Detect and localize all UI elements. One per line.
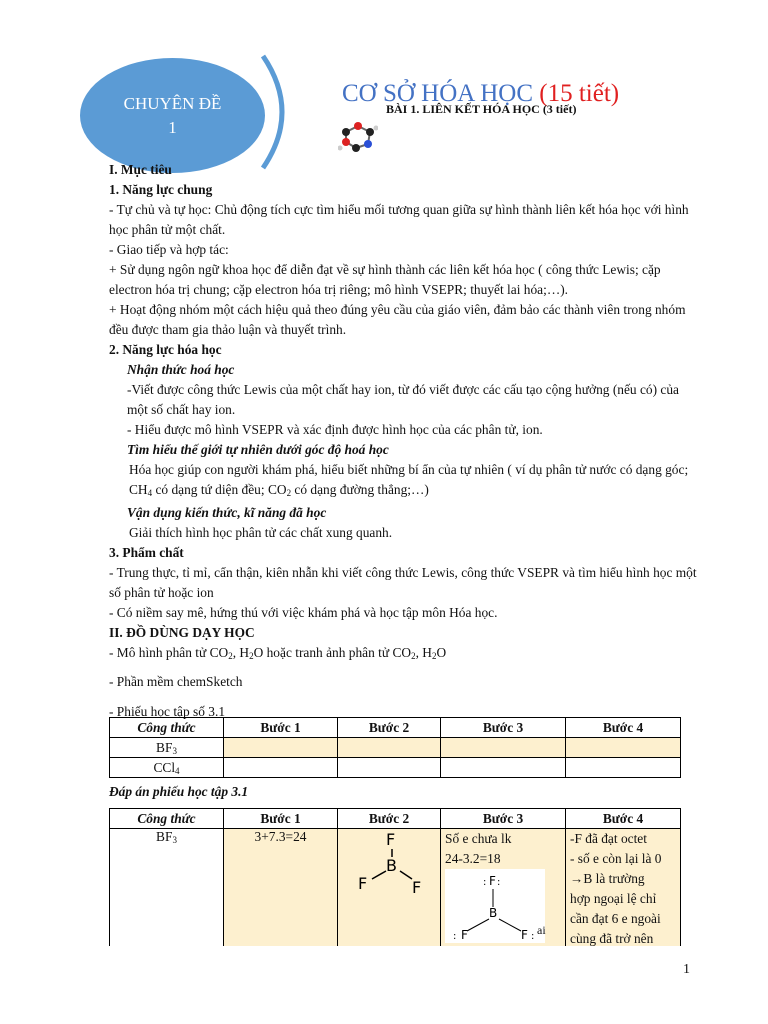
header-formula: Công thức [110, 718, 224, 738]
topic-badge-line2: 1 [168, 117, 177, 137]
decorative-arc-icon [255, 52, 295, 172]
paragraph-group-work: + Hoạt động nhóm một cách hiệu quả theo đúng yêu cầu của giáo viên, đảm bảo các thành viên trong nhóm đều được tham gia thảo luận và thuyết trình. [109, 302, 686, 337]
step3-text [445, 829, 561, 869]
formula-cell [110, 738, 224, 758]
paragraph-self-study: - Tự chủ và tự học: Chủ động tích cực tìm hiểu mối tương quan giữa sự hình thành liên kết hóa học với hình học phân tử một chất. [109, 202, 689, 237]
paragraph-software: - Phần mềm chemSketch [109, 674, 243, 689]
chapter-title-periods: (15 tiết) [539, 80, 620, 107]
svg-text::: : [531, 931, 535, 942]
bf3-structure-diagram [342, 829, 437, 899]
table-row [110, 738, 681, 758]
subscript: 2 [249, 651, 254, 661]
step4-text [570, 829, 676, 949]
paragraph-nature-c: có dạng đường thẳng;…) [291, 482, 429, 497]
molecule-icon [338, 118, 378, 154]
answer-cell[interactable] [566, 758, 681, 778]
section2-heading: II. ĐỒ DÙNG DẠY HỌC [109, 625, 255, 640]
header-step1: Bước 1 [224, 809, 338, 829]
subscript: 2 [411, 651, 416, 661]
models-e: O [436, 645, 447, 660]
subscript: 2 [228, 651, 233, 661]
lewis-atom-f-top: F [489, 874, 496, 888]
step4-line: cần đạt 6 e ngoài [570, 911, 661, 926]
formula-text: BF [156, 829, 173, 844]
nature-exploration-heading: Tìm hiểu thế giới tự nhiên dưới góc độ hoá học [127, 442, 389, 457]
answer-cell[interactable] [224, 758, 338, 778]
step3-overflow-text: ai [537, 923, 546, 937]
subscript: 3 [172, 835, 177, 845]
table-header-row [110, 718, 681, 738]
page-number: 1 [683, 962, 690, 977]
answer-cell[interactable] [224, 738, 338, 758]
formula-cell [110, 758, 224, 778]
chapter-title-main: CƠ SỞ HÓA HỌC [342, 80, 540, 107]
atom-f-right: F [412, 878, 422, 897]
subscript: 2 [431, 651, 437, 661]
atom-b-center: B [386, 856, 397, 875]
table-row [110, 758, 681, 778]
formula-text: CCl [153, 759, 176, 775]
paragraph-worksheet: - Phiếu học tập số 3.1 [109, 704, 226, 719]
paragraph-models [109, 643, 699, 666]
topic-badge [80, 58, 265, 173]
formula-text: BF [156, 739, 173, 755]
paragraph-passion: - Có niềm say mê, hứng thú với việc khám phá và học tập môn Hóa học. [109, 605, 498, 620]
lewis-atom-f-right: F [521, 928, 528, 942]
lewis-atom-b: B [489, 906, 498, 920]
answer-key-title: Đáp án phiếu học tập 3.1 [109, 784, 249, 799]
models-b: , H [232, 645, 250, 660]
arrow-right-icon: → [570, 871, 584, 886]
paragraph-language-use: + Sử dụng ngôn ngữ khoa học để diễn đạt về sự hình thành các liên kết hóa học ( công thức Lewis; cặp electron hóa trị chung; cặp electron hóa trị riêng; mô hình VSEPR; thuyết lai hóa;…). [109, 262, 661, 297]
step2-cell [338, 829, 441, 950]
subscript: 3 [172, 745, 177, 756]
subscript: 2 [286, 488, 292, 498]
step4-line: hợp ngoại lệ chỉ [570, 891, 657, 906]
answer-cell[interactable] [338, 758, 441, 778]
header-step3: Bước 3 [441, 809, 566, 829]
step1-cell [224, 829, 338, 950]
header-step1: Bước 1 [224, 718, 338, 738]
step4-line: - số e còn lại là 0 [570, 851, 662, 866]
header-step2: Bước 2 [338, 718, 441, 738]
header-step4: Bước 4 [566, 718, 681, 738]
svg-text::: : [483, 877, 487, 888]
table-header-row [110, 809, 681, 829]
section1-heading: I. Mục tiêu [109, 162, 172, 177]
header-step2: Bước 2 [338, 809, 441, 829]
models-c: O hoặc tranh ảnh phân tử CO [253, 645, 412, 660]
step4-line [570, 869, 676, 889]
atom-f-left: F [358, 874, 368, 893]
table-row [110, 829, 681, 950]
subscript: 4 [147, 488, 153, 498]
answer-cell[interactable] [441, 738, 566, 758]
paragraph-apply: Giải thích hình học phân tử các chất xung quanh. [129, 525, 393, 540]
paragraph-nature-b: có dạng tứ diện đều; CO [152, 482, 287, 497]
step4-cell [566, 829, 681, 950]
paragraph-honesty: - Trung thực, tỉ mỉ, cẩn thận, kiên nhẫn khi viết công thức Lewis, công thức VSEPR và tìm hiểu hình học một số phân tử hoặc ion [109, 565, 697, 600]
apply-knowledge-heading: Vận dụng kiến thức, kĩ năng đã học [127, 505, 327, 520]
formula-cell [110, 829, 224, 950]
paragraph-communication: - Giao tiếp và hợp tác: [109, 242, 229, 257]
answer-cell[interactable] [441, 758, 566, 778]
answer-cell[interactable] [338, 738, 441, 758]
atom-f-top: F [386, 830, 396, 849]
header-formula: Công thức [110, 809, 224, 829]
page-cutoff [0, 946, 768, 960]
step4-line-text: B là trường [583, 871, 645, 886]
answer-cell[interactable] [566, 738, 681, 758]
document-body [109, 160, 699, 722]
models-a: - Mô hình phân tử CO [109, 645, 229, 660]
worksheet-table [109, 717, 681, 778]
step3-cell [441, 829, 566, 950]
bf3-lewis-diagram [445, 869, 545, 943]
header-step4: Bước 4 [566, 809, 681, 829]
step3-line: Số e chưa lk [445, 831, 512, 846]
lesson-title: BÀI 1. LIÊN KẾT HÓA HỌC (3 tiết) [386, 102, 577, 116]
paragraph-lewis [109, 380, 699, 420]
paragraph-nature [109, 460, 699, 503]
step3-line: 24-3.2=18 [445, 851, 501, 866]
answer-table [109, 808, 681, 950]
chemistry-competence-heading: 2. Năng lực hóa học [109, 342, 222, 357]
topic-badge-line1: CHUYÊN ĐỀ [123, 93, 222, 113]
lewis-atom-f-left: F [461, 928, 468, 942]
header-step3: Bước 3 [441, 718, 566, 738]
general-competence-heading: 1. Năng lực chung [109, 182, 213, 197]
subscript: 4 [175, 765, 180, 776]
svg-text::: : [497, 877, 501, 888]
qualities-heading: 3. Phẩm chất [109, 545, 184, 560]
paragraph-lewis-text: -Viết được công thức Lewis của một chất hay ion, từ đó viết được các cấu tạo cộng hưởng (nếu có) của một số chất hay ion. [127, 382, 679, 417]
chemistry-awareness-heading: Nhận thức hoá học [127, 362, 235, 377]
step1-value: 3+7.3=24 [254, 829, 307, 844]
paragraph-nature-a: Hóa học giúp con người khám phá, hiểu biết những bí ẩn của tự nhiên ( ví dụ phân tử nước có dạng góc; CH [129, 462, 689, 497]
svg-text::: : [453, 931, 457, 942]
step4-line: cùng đã trở nên [570, 931, 654, 946]
models-d: , H [415, 645, 432, 660]
paragraph-vsepr: - Hiểu được mô hình VSEPR và xác định được hình học của các phân tử, ion. [127, 422, 543, 437]
step4-line: -F đã đạt octet [570, 831, 647, 846]
